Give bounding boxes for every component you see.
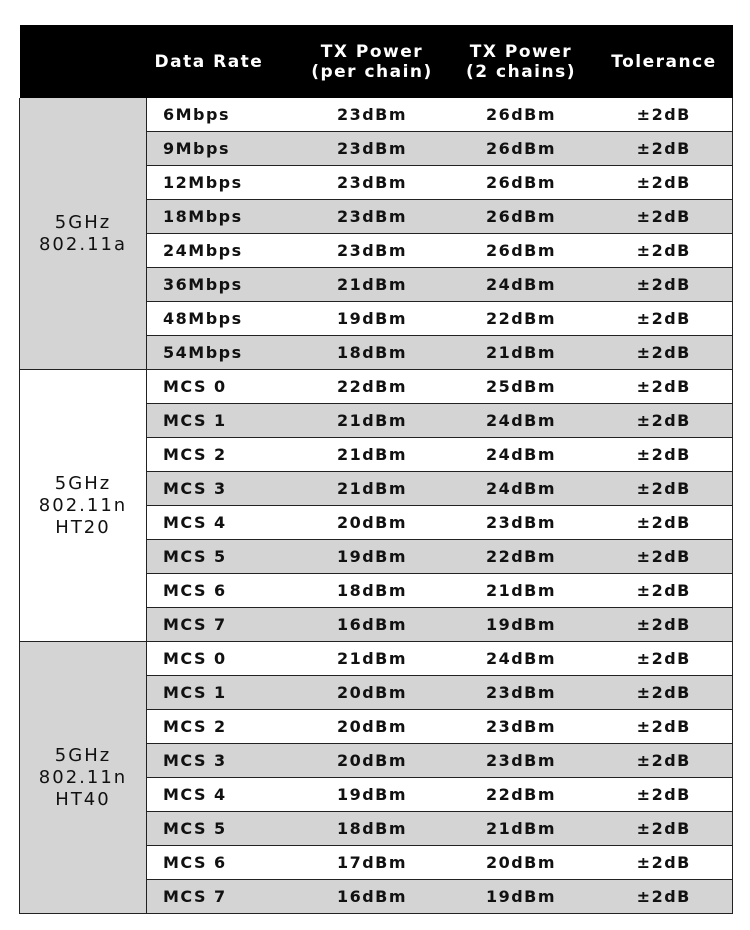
tx-power-per-chain-cell: 21dBm bbox=[298, 404, 447, 438]
tx-power-2-chains-cell: 21dBm bbox=[447, 574, 596, 608]
data-rate-cell: 36Mbps bbox=[147, 268, 298, 302]
tx-power-per-chain-cell: 23dBm bbox=[298, 166, 447, 200]
tx-power-2-chains-cell: 20dBm bbox=[447, 846, 596, 880]
data-rate-cell: MCS 3 bbox=[147, 472, 298, 506]
tolerance-cell: ±2dB bbox=[596, 506, 733, 540]
tx-power-2-chains-cell: 21dBm bbox=[447, 336, 596, 370]
tolerance-cell: ±2dB bbox=[596, 98, 733, 132]
group-label-line2: 802.11a bbox=[38, 233, 127, 255]
tolerance-cell: ±2dB bbox=[596, 302, 733, 336]
tx-power-per-chain-cell: 19dBm bbox=[298, 778, 447, 812]
tx-power-2-chains-cell: 24dBm bbox=[447, 404, 596, 438]
tx-power-2-chains-cell: 26dBm bbox=[447, 234, 596, 268]
data-rate-cell: 48Mbps bbox=[147, 302, 298, 336]
tolerance-cell: ±2dB bbox=[596, 370, 733, 404]
header-tx-power-per-chain bbox=[298, 25, 447, 98]
tx-power-2-chains-cell: 22dBm bbox=[447, 302, 596, 336]
group-label bbox=[20, 370, 147, 642]
header-data-rate: Data Rate bbox=[154, 51, 264, 72]
tx-power-per-chain-cell: 21dBm bbox=[298, 472, 447, 506]
group-label-line2: 802.11n bbox=[38, 494, 128, 516]
data-rate-cell: MCS 0 bbox=[147, 370, 298, 404]
tx-power-2-chains-cell: 26dBm bbox=[447, 200, 596, 234]
data-rate-cell: 18Mbps bbox=[147, 200, 298, 234]
data-rate-cell: MCS 4 bbox=[147, 778, 298, 812]
tolerance-cell: ±2dB bbox=[596, 268, 733, 302]
table-row bbox=[20, 642, 733, 676]
tx-power-2-chains-cell: 19dBm bbox=[447, 608, 596, 642]
data-rate-cell: 24Mbps bbox=[147, 234, 298, 268]
tx-power-per-chain-cell: 23dBm bbox=[298, 200, 447, 234]
data-rate-cell: MCS 2 bbox=[147, 710, 298, 744]
tolerance-cell: ±2dB bbox=[596, 540, 733, 574]
tx-power-2-chains-cell: 24dBm bbox=[447, 438, 596, 472]
data-rate-cell: 12Mbps bbox=[147, 166, 298, 200]
header-row bbox=[20, 25, 733, 98]
tx-power-2-chains-cell: 24dBm bbox=[447, 268, 596, 302]
data-rate-cell: MCS 4 bbox=[147, 506, 298, 540]
tolerance-cell: ±2dB bbox=[596, 744, 733, 778]
group-label-line1: 5GHz bbox=[54, 472, 112, 494]
tx-power-2-chains-cell: 23dBm bbox=[447, 710, 596, 744]
tolerance-cell: ±2dB bbox=[596, 880, 733, 914]
tx-power-per-chain-cell: 21dBm bbox=[298, 642, 447, 676]
tolerance-cell: ±2dB bbox=[596, 472, 733, 506]
data-rate-cell: MCS 5 bbox=[147, 540, 298, 574]
tx-power-2-chains-cell: 26dBm bbox=[447, 166, 596, 200]
tx-power-per-chain-cell: 16dBm bbox=[298, 608, 447, 642]
header-tx1-line2: (per chain) bbox=[311, 61, 433, 82]
tx-power-2-chains-cell: 25dBm bbox=[447, 370, 596, 404]
tx-power-table bbox=[19, 25, 733, 914]
tolerance-cell: ±2dB bbox=[596, 132, 733, 166]
tx-power-per-chain-cell: 18dBm bbox=[298, 336, 447, 370]
tolerance-cell: ±2dB bbox=[596, 166, 733, 200]
group-label bbox=[20, 642, 147, 914]
tx-power-per-chain-cell: 19dBm bbox=[298, 540, 447, 574]
group-label bbox=[20, 98, 147, 370]
group-label-line2: 802.11n bbox=[38, 766, 128, 788]
header-group bbox=[20, 25, 147, 98]
tx-power-2-chains-cell: 23dBm bbox=[447, 676, 596, 710]
tolerance-cell: ±2dB bbox=[596, 200, 733, 234]
tx-power-per-chain-cell: 18dBm bbox=[298, 574, 447, 608]
data-rate-cell: MCS 6 bbox=[147, 846, 298, 880]
tx-power-per-chain-cell: 18dBm bbox=[298, 812, 447, 846]
tolerance-cell: ±2dB bbox=[596, 710, 733, 744]
tx-power-2-chains-cell: 23dBm bbox=[447, 744, 596, 778]
table-row bbox=[20, 98, 733, 132]
tx-power-per-chain-cell: 23dBm bbox=[298, 98, 447, 132]
data-rate-cell: MCS 5 bbox=[147, 812, 298, 846]
data-rate-cell: MCS 7 bbox=[147, 880, 298, 914]
tolerance-cell: ±2dB bbox=[596, 846, 733, 880]
tx-power-per-chain-cell: 22dBm bbox=[298, 370, 447, 404]
tolerance-cell: ±2dB bbox=[596, 336, 733, 370]
table-header bbox=[20, 25, 733, 98]
tolerance-cell: ±2dB bbox=[596, 234, 733, 268]
tx-power-2-chains-cell: 22dBm bbox=[447, 778, 596, 812]
header-tx2-line2: (2 chains) bbox=[466, 61, 576, 82]
data-rate-cell: MCS 1 bbox=[147, 404, 298, 438]
data-rate-cell: MCS 7 bbox=[147, 608, 298, 642]
tx-power-2-chains-cell: 22dBm bbox=[447, 540, 596, 574]
data-rate-cell: 54Mbps bbox=[147, 336, 298, 370]
header-tx-power-2-chains bbox=[447, 25, 596, 98]
tx-power-2-chains-cell: 21dBm bbox=[447, 812, 596, 846]
data-rate-cell: MCS 0 bbox=[147, 642, 298, 676]
data-rate-cell: MCS 1 bbox=[147, 676, 298, 710]
tolerance-cell: ±2dB bbox=[596, 404, 733, 438]
table-row bbox=[20, 370, 733, 404]
data-rate-cell: MCS 6 bbox=[147, 574, 298, 608]
tx-power-per-chain-cell: 20dBm bbox=[298, 710, 447, 744]
tolerance-cell: ±2dB bbox=[596, 438, 733, 472]
tx-power-per-chain-cell: 17dBm bbox=[298, 846, 447, 880]
tx-power-2-chains-cell: 24dBm bbox=[447, 472, 596, 506]
group-label-line1: 5GHz bbox=[54, 744, 112, 766]
tx-power-2-chains-cell: 26dBm bbox=[447, 98, 596, 132]
data-rate-cell: MCS 3 bbox=[147, 744, 298, 778]
group-label-line3: HT20 bbox=[55, 516, 111, 538]
data-rate-cell: 9Mbps bbox=[147, 132, 298, 166]
tx-power-per-chain-cell: 20dBm bbox=[298, 506, 447, 540]
tx-power-2-chains-cell: 26dBm bbox=[447, 132, 596, 166]
tx-power-per-chain-cell: 20dBm bbox=[298, 676, 447, 710]
header-tx1-line1: TX Power bbox=[320, 41, 424, 62]
header-tolerance: Tolerance bbox=[611, 51, 717, 72]
tx-power-2-chains-cell: 24dBm bbox=[447, 642, 596, 676]
data-rate-cell: MCS 2 bbox=[147, 438, 298, 472]
tolerance-cell: ±2dB bbox=[596, 676, 733, 710]
header-tx2-line1: TX Power bbox=[469, 41, 573, 62]
tx-power-per-chain-cell: 16dBm bbox=[298, 880, 447, 914]
tolerance-cell: ±2dB bbox=[596, 574, 733, 608]
group-label-line3: HT40 bbox=[55, 788, 111, 810]
tx-power-2-chains-cell: 23dBm bbox=[447, 506, 596, 540]
tx-power-per-chain-cell: 23dBm bbox=[298, 132, 447, 166]
tolerance-cell: ±2dB bbox=[596, 608, 733, 642]
tx-power-per-chain-cell: 21dBm bbox=[298, 438, 447, 472]
tx-power-2-chains-cell: 19dBm bbox=[447, 880, 596, 914]
tx-power-per-chain-cell: 23dBm bbox=[298, 234, 447, 268]
tolerance-cell: ±2dB bbox=[596, 642, 733, 676]
tx-power-per-chain-cell: 19dBm bbox=[298, 302, 447, 336]
group-label-line1: 5GHz bbox=[54, 211, 112, 233]
tx-power-per-chain-cell: 20dBm bbox=[298, 744, 447, 778]
data-rate-cell: 6Mbps bbox=[147, 98, 298, 132]
tolerance-cell: ±2dB bbox=[596, 812, 733, 846]
tolerance-cell: ±2dB bbox=[596, 778, 733, 812]
table-body bbox=[20, 98, 733, 914]
tx-power-per-chain-cell: 21dBm bbox=[298, 268, 447, 302]
